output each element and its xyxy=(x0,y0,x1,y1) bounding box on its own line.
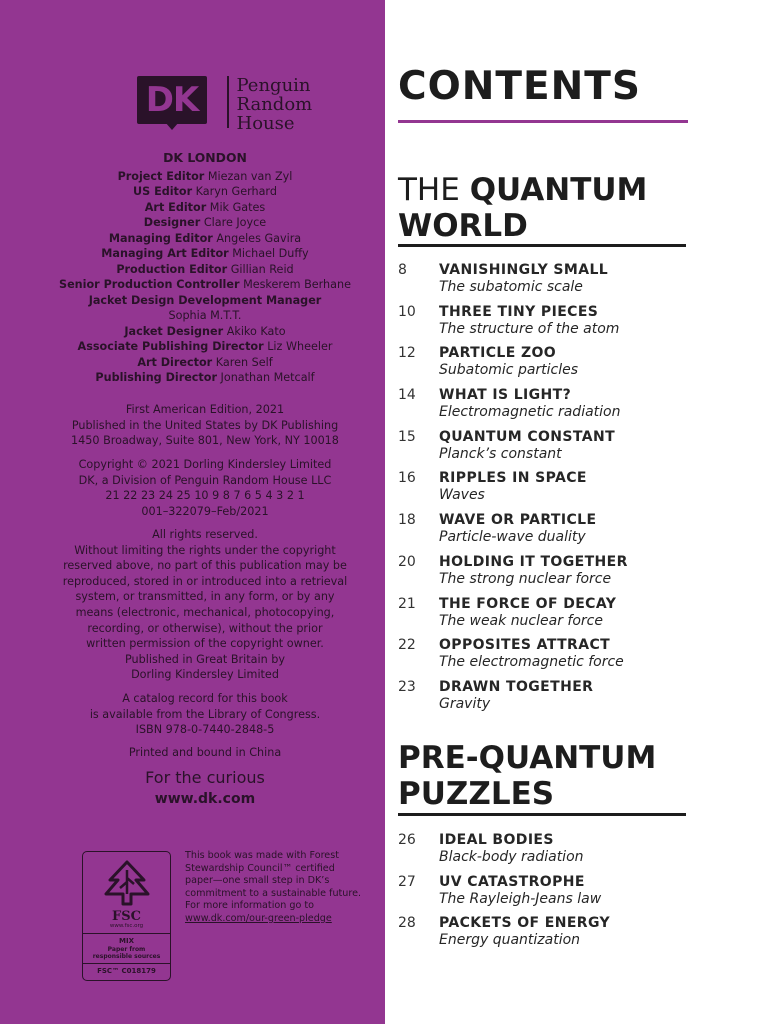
credit-line: Publishing Director Jonathan Metcalf xyxy=(95,371,315,384)
fsc-certification-badge: FSC www.fsc.org MIX Paper from responsible sources FSC™ C018179 xyxy=(82,851,171,981)
catalog-record: A catalog record for this book is available from the Library of Congress. ISBN 978-0-7440-2848-5 xyxy=(89,692,321,737)
credit-line: Project Editor Miezan van Zyl xyxy=(117,169,293,183)
credit-line: Designer Clare Joyce xyxy=(143,216,267,229)
toc-entry[interactable]: 8 VANISHINGLY SMALL The subatomic scale xyxy=(398,262,609,295)
dk-logo: DK xyxy=(137,76,207,124)
rights-notice: All rights reserved. Without limiting the rights under the copyright reserved above, no part of this publication may be reproduced, stored in or introduced into a retrieval system, or transmitted, in any form, or by any means (electronic, mechanical, photocopying, recording, or otherwise), without the prior written permission of the copyright owner. Published in Great Britain by Dorling Kindersley Limited xyxy=(62,528,348,682)
toc-entry[interactable]: 18 WAVE OR PARTICLE Particle-wave duality xyxy=(398,512,597,546)
toc-entry[interactable]: 16 RIPPLES IN SPACE Waves xyxy=(398,470,587,504)
green-pledge-note: This book was made with Forest Stewardship Council™ certified paper—one small step in DK’s commitment to a sustainable future. For more information go to www.dk.com/our-green-pledge xyxy=(185,850,377,926)
section-title-pre-quantum-puzzles: PRE-QUANTUM PUZZLES xyxy=(398,740,657,812)
credit-line: US Editor Karyn Gerhard xyxy=(133,185,277,198)
publisher-logo xyxy=(137,76,312,133)
credit-line: Production Editor Gillian Reid xyxy=(116,262,294,276)
toc-entry[interactable]: 26 IDEAL BODIES Black-body radiation xyxy=(398,832,584,865)
credit-line: Art Editor Mik Gates xyxy=(144,200,266,214)
toc-entry[interactable]: 21 THE FORCE OF DECAY The weak nuclear force xyxy=(398,595,617,629)
toc-entry[interactable]: 15 QUANTUM CONSTANT Planck’s constant xyxy=(398,428,616,462)
green-pledge-link[interactable]: www.dk.com/our-green-pledge xyxy=(185,912,332,924)
toc-entry[interactable]: 27 UV CATASTROPHE The Rayleigh-Jeans law xyxy=(398,873,602,907)
credits-heading: DK LONDON xyxy=(163,150,247,165)
contents-heading: CONTENTS xyxy=(398,64,641,109)
toc-entry[interactable]: 14 WHAT IS LIGHT? Electromagnetic radiation xyxy=(398,387,621,421)
edition-info: First American Edition, 2021 Published in the United States by DK Publishing 1450 Broadway, Suite 801, New York, NY 10018 xyxy=(71,403,339,448)
section-title-quantum-world: THE QUANTUM WORLD xyxy=(398,172,648,244)
printed-note: Printed and bound in China xyxy=(128,746,282,759)
toc-list-pre-quantum-puzzles xyxy=(398,832,698,957)
toc-entry[interactable]: 22 OPPOSITES ATTRACT The electromagnetic force xyxy=(398,637,624,671)
copyright-info: Copyright © 2021 Dorling Kindersley Limited DK, a Division of Penguin Random House LLC 21 22 23 24 25 10 9 8 7 6 5 4 3 2 1 001–322079–Feb/2021 xyxy=(78,458,332,518)
toc-list-quantum-world xyxy=(398,262,698,721)
staff-credits xyxy=(30,150,380,386)
contents-rule xyxy=(398,120,688,123)
toc-entry[interactable]: 10 THREE TINY PIECES The structure of the atom xyxy=(398,303,620,337)
tagline-block xyxy=(30,768,380,810)
credit-line: Senior Production Controller Meskerem Berhane xyxy=(59,278,351,291)
credit-line: Jacket Design Development Manager xyxy=(88,293,322,307)
credit-line: Sophia M.T.T. xyxy=(168,309,242,322)
toc-entry[interactable]: 12 PARTICLE ZOO Subatomic particles xyxy=(398,345,579,379)
credit-line: Art Director Karen Self xyxy=(137,355,273,369)
penguin-random-house-wordmark: Penguin Random House xyxy=(236,75,313,134)
toc-entry[interactable]: 23 DRAWN TOGETHER Gravity xyxy=(398,678,594,712)
section-rule xyxy=(398,244,686,247)
tagline: For the curious xyxy=(145,768,265,787)
logo-divider xyxy=(227,76,229,128)
toc-entry[interactable]: 20 HOLDING IT TOGETHER The strong nuclear force xyxy=(398,553,628,587)
fsc-tree-icon xyxy=(102,860,152,906)
section-rule xyxy=(398,813,686,816)
credit-line: Associate Publishing Director Liz Wheeler xyxy=(77,340,333,353)
credit-line: Managing Art Editor Michael Duffy xyxy=(101,247,309,260)
website-link[interactable]: www.dk.com xyxy=(154,791,256,807)
credit-line: Managing Editor Angeles Gavira xyxy=(108,231,302,245)
toc-entry[interactable]: 28 PACKETS OF ENERGY Energy quantization xyxy=(398,915,611,949)
credit-line: Jacket Designer Akiko Kato xyxy=(124,324,286,338)
